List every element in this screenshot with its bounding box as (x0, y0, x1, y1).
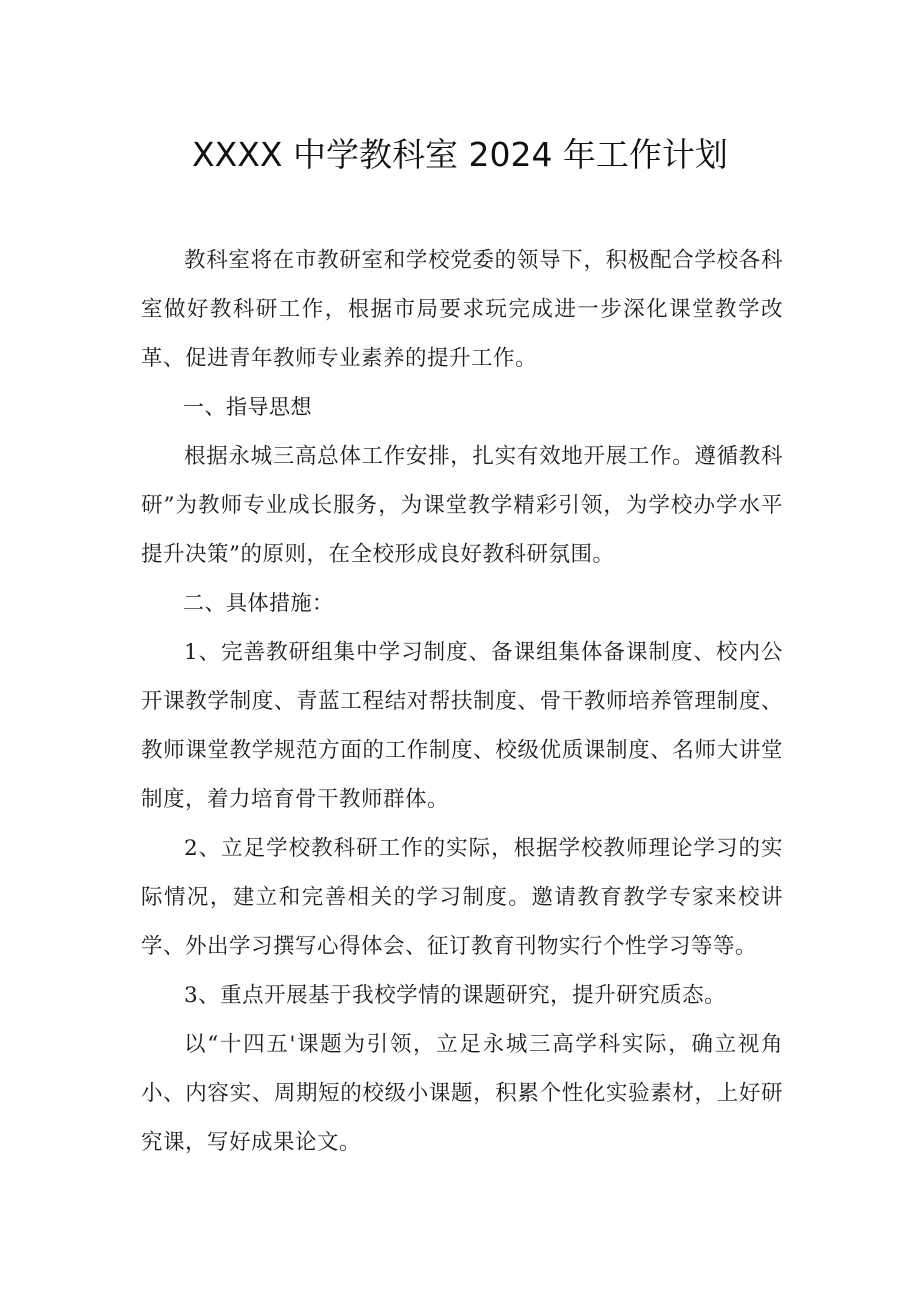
section-heading-guiding-thought: 一、指导思想 (183, 395, 312, 419)
measure-item-2: 2、立足学校教科研工作的实际，根据学校教师理论学习的实际情况，建立和完善相关的学习制度。邀请教育教学专家来校讲学、外出学习撰写心得体会、征订教育刊物实行个性学习等等。 (141, 836, 783, 959)
section-heading-measures: 二、具体措施： (183, 591, 334, 615)
document-title: XXXX 中学教科室 2024 年工作计划 (192, 135, 728, 174)
intro-paragraph: 教科室将在市教研室和学校党委的领导下，积极配合学校各科室做好教科研工作，根据市局要求玩完成进一步深化课堂教学改革、促进青年教师专业素养的提升工作。 (141, 248, 783, 371)
document-body (141, 236, 783, 1167)
measure-item-1: 1、完善教研组集中学习制度、备课组集体备课制度、校内公开课教学制度、青蓝工程结对帮扶制度、骨干教师培养管理制度、教师课堂教学规范方面的工作制度、校级优质课制度、名师大讲堂制度，着力培育骨干教师群体。 (141, 640, 783, 812)
guiding-thought-paragraph: 根据永城三高总体工作安排，扎实有效地开展工作。遵循教科研”为教师专业成长服务，为课堂教学精彩引领，为学校办学水平提升决策”的原则，在全校形成良好教科研氛围。 (141, 444, 783, 567)
measure-item-3-detail: 以“十四五'课题为引领，立足永城三高学科实际，确立视角小、内容实、周期短的校级小课题，积累个性化实验素材，上好研究课，写好成果论文。 (141, 1032, 783, 1155)
measure-item-3: 3、重点开展基于我校学情的课题研究，提升研究质态。 (184, 983, 727, 1008)
